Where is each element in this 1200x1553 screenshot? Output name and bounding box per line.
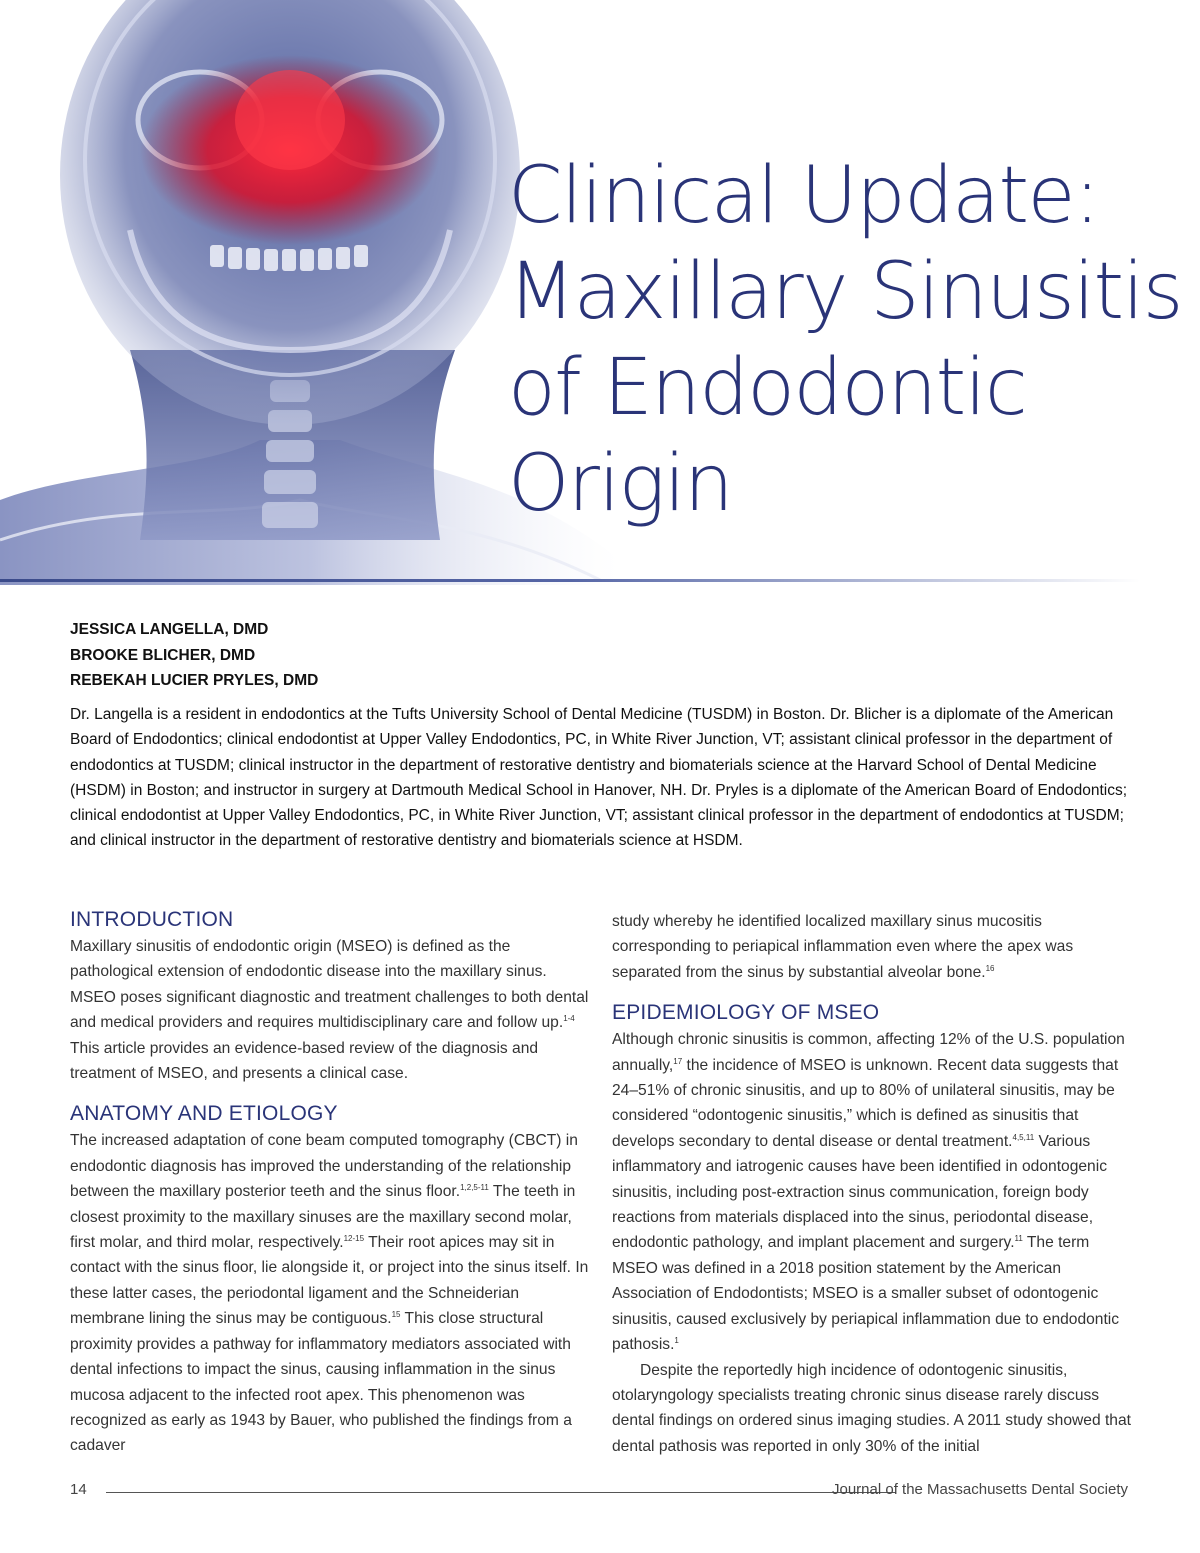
article-title <box>508 148 1182 532</box>
introduction-paragraph: Maxillary sinusitis of endodontic origin (MSEO) is defined as the pathological extension of endodontic disease into the maxillary sinus. MSEO poses significant diagnostic and treatment challenges to both dental and medical providers and requires multidisciplinary care and follow up.$^{1-4}$ This article provides an evidence-based review of the diagnosis and treatment of MSEO, and presents a clinical case. <box>70 938 589 1083</box>
title-line-4: Origin <box>508 439 733 529</box>
author-name: REBEKAH LUCIER PRYLES, DMD <box>70 672 319 689</box>
section-heading-anatomy: ANATOMY AND ETIOLOGY <box>70 1102 338 1126</box>
right-column <box>612 909 1132 1459</box>
footer-rule <box>106 1492 896 1493</box>
epidemiology-paragraph-2: Despite the reportedly high incidence of odontogenic sinusitis, otolaryngology specialists treating chronic sinus disease rarely discuss dental findings on ordered sinus imaging studies. A 2011 study showed that dental pathosis was reported in only 30% of the initial <box>612 1361 1131 1455</box>
author-list <box>70 617 318 694</box>
author-name: BROOKE BLICHER, DMD <box>70 646 256 664</box>
author-name: JESSICA LANGELLA, DMD <box>70 621 269 638</box>
epidemiology-paragraph: Although chronic sinusitis is common, affecting 12% of the U.S. population annually,$^{17}$ the incidence of MSEO is unknown. Recent data suggests that 24–51% of chronic sinusitis, and up to 80% of unilateral sinusitis, may be considered “odontogenic sinusitis,” which is defined as sinusitis that develops secondary to dental disease or dental treatment.$^{4,5,11}$ Various inflammatory and iatrogenic causes have been identified in odontogenic sinusitis, including post-extraction sinus communication, foreign body reactions from materials displaced into the sinus, periodontal disease, endodontic pathology, and implant placement and surgery.$^{11}$ The term MSEO was defined in a 2018 position statement by the American Association of Endodontists; MSEO is a smaller subset of odontogenic sinusitis, caused exclusively by periapical inflammation due to endodontic pathosis.$^1$ <box>612 1031 1125 1354</box>
section-heading-introduction: INTRODUCTION <box>70 908 234 931</box>
hero-divider <box>0 579 1140 582</box>
page-number: 14 <box>70 1481 87 1498</box>
title-line-3: of Endodontic <box>508 343 1027 433</box>
journal-name: Journal of the Massachusetts Dental Society <box>832 1481 1128 1498</box>
page-footer <box>70 1481 1130 1503</box>
continued-paragraph: study whereby he identified localized maxillary sinus mucositis corresponding to periapical inflammation even where the apex was separated from the sinus by substantial alveolar bone.$^{16}$ <box>612 913 1074 981</box>
anatomy-paragraph: The increased adaptation of cone beam computed tomography (CBCT) in endodontic diagnosis has improved the understanding of the relationship between the maxillary posterior teeth and the sinus floor.$^{1,2,5-11}$ The teeth in closest proximity to the maxillary sinuses are the maxillary second molar, first molar, and third molar, respectively.$^{12-15}$ Their root apices may sit in contact with the sinus floor, lie alongside it, or project into the sinus itself. In these latter cases, the periodontal ligament and the Schneiderian membrane lining the sinus may be contiguous.$^{15}$ This close structural proximity provides a pathway for inflammatory mediators associated with dental infections to impact the sinus, causing inflammation in the sinus mucosa adjacent to the infected root apex. This phenomenon was recognized as early as 1943 by Bauer, who published the findings from a cadaver <box>70 1132 589 1455</box>
title-line-1: Clinical Update: <box>508 151 1099 241</box>
author-bio: Dr. Langella is a resident in endodontics at the Tufts University School of Dental Medicine (TUSDM) in Boston. Dr. Blicher is a diplomate of the American Board of Endodontics; clinical endodontist at Upper Valley Endodontics, PC, in White River Junction, VT; assistant clinical professor in the department of endodontics at TUSDM; clinical instructor in the department of restorative dentistry and biomaterials science at the Harvard School of Dental Medicine (HSDM) in Boston; and instructor in surgery at Dartmouth Medical School in Hanover, NH. Dr. Pryles is a diplomate of the American Board of Endodontics; clinical endodontist at Upper Valley Endodontics, PC, in White River Junction, VT; assistant clinical professor in the department of endodontics at TUSDM; and clinical instructor in the department of restorative dentistry and biomaterials science at HSDM. <box>70 706 1128 850</box>
section-heading-epidemiology: EPIDEMIOLOGY OF MSEO <box>612 1001 880 1025</box>
left-column <box>70 906 590 1459</box>
title-line-2: Maxillary Sinusitis <box>508 247 1182 337</box>
